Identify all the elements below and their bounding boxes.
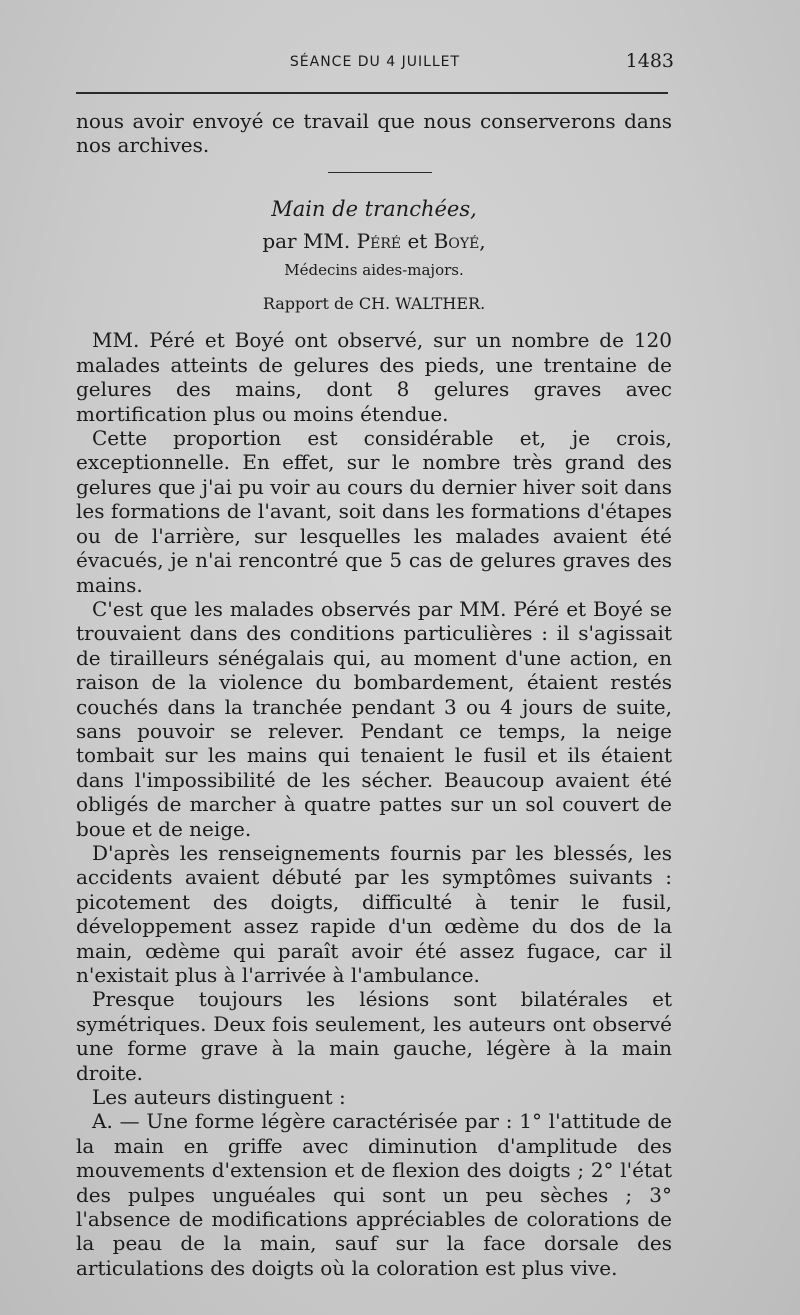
section-divider <box>328 172 432 173</box>
paragraph: A. — Une forme légère caractérisée par : 1° l'attitude de la main en griffe avec diminution d'amplitude des mouvements d'extension et de flexion des doigts ; 2° l'état des pulpes unguéales qui sont un peu sèches ; 3° l'absence de modifications appréciables de colorations de la peau de la main, sauf sur la face dorsale des articulations des doigts où la coloration est plus vive. <box>76 1109 672 1280</box>
article-title: Main de tranchées, <box>271 196 477 221</box>
continuation-paragraph: nous avoir envoyé ce travail que nous conserverons dans nos archives. <box>76 109 672 158</box>
article-authors <box>76 229 672 253</box>
author-2: Boyé, <box>433 229 486 254</box>
page-header <box>76 50 674 80</box>
paragraph: C'est que les malades observés par MM. Péré et Boyé se trouvaient dans des conditions particulières : il s'agissait de tirailleurs sénégalais qui, au moment d'une action, en raison de la violence du bombardement, étaient restés couchés dans la tranchée pendant 3 ou 4 jours de suite, sans pouvoir se relever. Pendant ce temps, la neige tombait sur les mains qui tenaient le fusil et ils étaient dans l'impossibilité de les sécher. Beaucoup avaient été obligés de marcher à quatre pattes sur un sol couvert de boue et de neige. <box>76 596 672 841</box>
running-title: SÉANCE DU 4 JUILLET <box>289 54 461 70</box>
authors-conjunction: et <box>407 229 428 254</box>
authors-prefix: par MM. <box>262 229 351 254</box>
paragraph: Presque toujours les lésions sont bilatérales et symétriques. Deux fois seulement, les auteurs ont observé une forme grave à la main gauche, légère à la main droite. <box>76 987 672 1085</box>
header-rule <box>76 92 668 94</box>
page-number: 1483 <box>625 50 674 72</box>
paragraph: Les auteurs distinguent : <box>92 1085 346 1110</box>
paragraph: Cette proportion est considérable et, je crois, exceptionnelle. En effet, sur le nombre très grand des gelures que j'ai pu voir au cours du dernier hiver soit dans les formations de l'avant, soit dans les formations d'étapes ou de l'arrière, sur lesquelles les malades avaient été évacués, je n'ai rencontré que 5 cas de gelures graves des mains. <box>76 426 672 597</box>
paragraph: D'après les renseignements fournis par les blessés, les accidents avaient débuté par les symptômes suivants : picotement des doigts, difficulté à tenir le fusil, développement assez rapide d'un œdème du dos de la main, œdème qui paraît avoir été assez fugace, car il n'existait plus à l'arrivée à l'ambulance. <box>76 840 672 987</box>
paragraph: MM. Péré et Boyé ont observé, sur un nombre de 120 malades atteints de gelures des pieds, une trentaine de gelures des mains, dont 8 gelures graves avec mortification plus ou moins étendue. <box>76 328 672 426</box>
author-1: Péré <box>356 229 402 254</box>
report-line: Rapport de CH. WALTHER. <box>262 294 486 314</box>
author-role: Médecins aides-majors. <box>284 260 464 279</box>
body-text <box>76 109 672 1280</box>
